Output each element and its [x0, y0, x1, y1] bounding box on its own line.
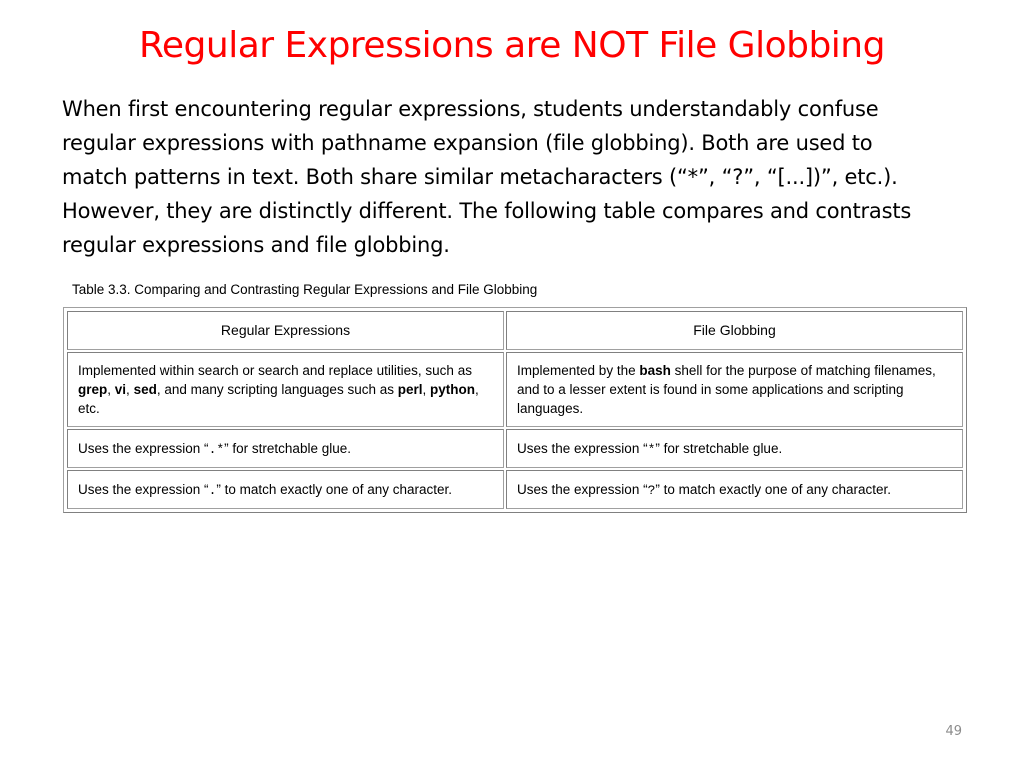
glob-implementation-cell	[506, 352, 963, 427]
cell-text: Implemented by the	[517, 363, 640, 378]
table-row	[67, 470, 963, 509]
cell-text: ” for stretchable glue.	[655, 440, 783, 456]
glob-single-char-expression: ?	[647, 482, 656, 498]
regex-glue-cell	[67, 429, 504, 468]
cell-text: Implemented within search or search and replace utilities, such as	[78, 363, 472, 378]
cell-text: ” to match exactly one of any character.	[216, 481, 452, 497]
regex-glue-expression: .*	[208, 441, 225, 457]
header-regular-expressions: Regular Expressions	[67, 311, 504, 350]
table-caption: Table 3.3. Comparing and Contrasting Regular Expressions and File Globbing	[72, 282, 538, 297]
cell-text: shell for the purpose of matching filenames, and to a lesser extent is found in some applications and scripting languages.	[517, 363, 936, 416]
cell-text: Uses the expression “	[517, 440, 648, 456]
regex-single-char-expression: .	[208, 482, 217, 498]
lang-perl: perl	[397, 382, 423, 397]
cell-text: Uses the expression “	[78, 440, 209, 456]
cmd-vi: vi	[114, 382, 127, 397]
glob-glue-cell	[506, 429, 963, 468]
comparison-table	[65, 309, 965, 511]
intro-paragraph: When first encountering regular expressions, students understandably confuse regular expressions with pathname expansion (file globbing). Both are used to match patterns in text. Both share similar metacharacters (“*”, “?”, “[...])”, etc.). However, they are distinctly different. The following table compares and contrasts regular expressions and file globbing.	[62, 97, 912, 257]
header-file-globbing: File Globbing	[506, 311, 963, 350]
cell-text: ,	[126, 382, 134, 397]
glob-glue-expression: *	[647, 441, 656, 457]
cell-text: ” for stretchable glue.	[224, 440, 351, 456]
regex-implementation-cell	[67, 352, 504, 427]
page-number: 49	[945, 724, 962, 739]
regex-single-char-cell	[67, 470, 504, 509]
cmd-sed: sed	[133, 382, 157, 397]
cell-text: ,	[107, 382, 115, 397]
lang-python: python	[430, 382, 475, 397]
cell-text: ,	[422, 382, 430, 397]
cell-text: Uses the expression “	[78, 481, 209, 497]
cell-text: ” to match exactly one of any character.	[655, 481, 892, 497]
table-row	[67, 352, 963, 427]
cmd-grep: grep	[78, 382, 108, 397]
glob-single-char-cell	[506, 470, 963, 509]
comparison-table-frame	[63, 307, 967, 513]
slide-title: Regular Expressions are NOT File Globbing	[139, 25, 885, 66]
cell-text: , and many scripting languages such as	[156, 382, 398, 397]
cell-text: Uses the expression “	[517, 481, 648, 497]
table-row	[67, 429, 963, 468]
shell-bash: bash	[639, 363, 671, 378]
table-header-row	[67, 311, 963, 350]
cell-text: , etc.	[78, 382, 479, 416]
